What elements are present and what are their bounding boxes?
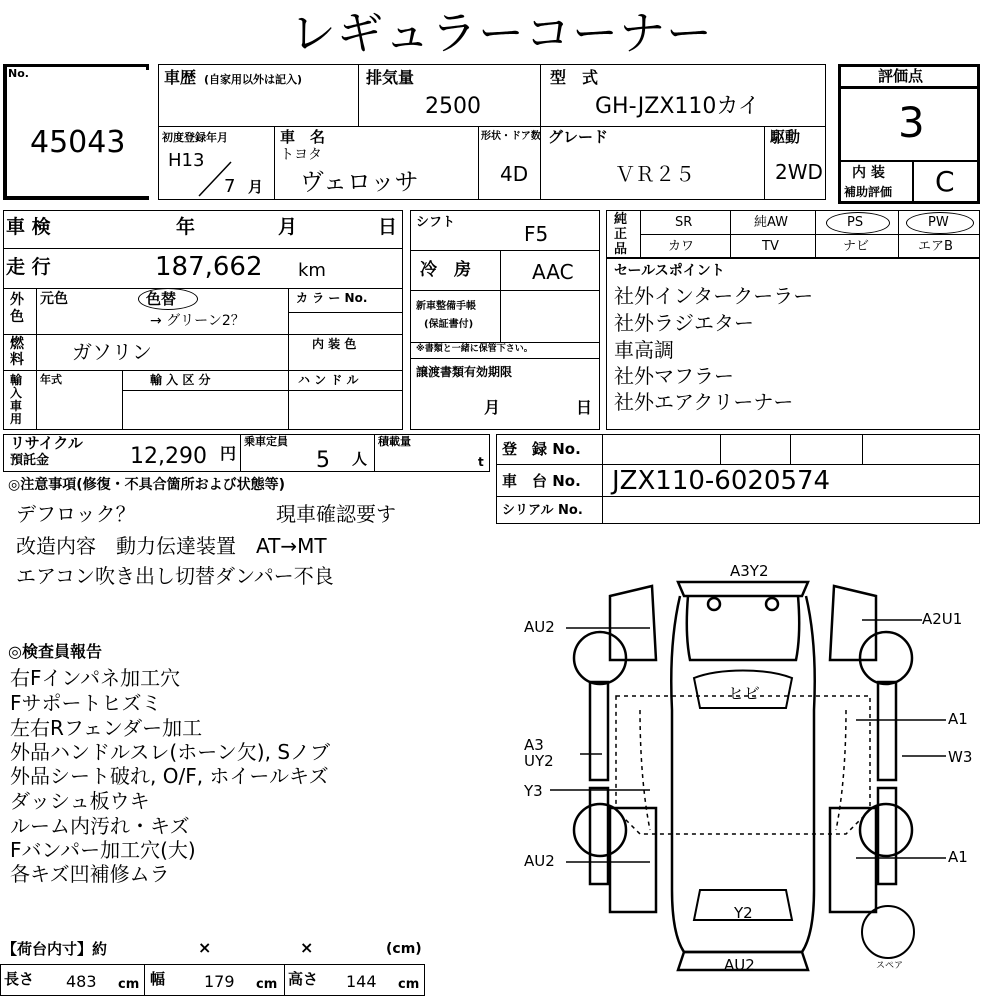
equip-ps: PS xyxy=(847,215,864,230)
drive-label: 駆動 xyxy=(770,128,801,146)
import-category-label: 輸 入 区 分 xyxy=(150,373,211,387)
mileage-unit: km xyxy=(298,260,326,281)
diag-au2-tl: AU2 xyxy=(524,618,555,636)
ac-label: 冷 房 xyxy=(420,260,471,280)
diag-a1-r2: A1 xyxy=(948,848,968,866)
interior-value: C xyxy=(935,165,955,198)
capacity-value: 5 xyxy=(316,448,330,473)
model-value: GH-JZX110カイ xyxy=(595,94,760,119)
equip-tv: TV xyxy=(762,239,779,254)
first-reg-month-unit: 月 xyxy=(248,178,264,196)
notes-line-1a: デフロック？ xyxy=(16,502,136,526)
cargo-height-cm: cm xyxy=(398,977,420,992)
import-year-label: 年式 xyxy=(40,373,62,386)
notes-line-3: エアコン吹き出し切替ダンパー不良 xyxy=(16,564,334,588)
equip-aw: 純AW xyxy=(754,215,789,230)
equip-sr: SR xyxy=(675,215,693,230)
diag-a2u1: A2U1 xyxy=(922,610,963,628)
sales-point-1: 社外インタークーラー xyxy=(614,284,814,308)
cargo-x2: × xyxy=(300,938,314,957)
equip-pw: PW xyxy=(928,215,949,230)
transfer-label: 譲渡書類有効期限 xyxy=(416,365,513,379)
car-name-label: 車 名 xyxy=(280,128,326,146)
inspector-item-4: 外品ハンドルスレ(ホーン欠), Sノブ xyxy=(10,740,331,764)
doors-label: 形状・ドア数 xyxy=(481,131,541,142)
cargo-label: 【荷台内寸】約 xyxy=(2,940,108,958)
equip-navi: ナビ xyxy=(843,239,870,254)
interior-label-1: 内 装 xyxy=(852,165,885,181)
inspection-month: 月 xyxy=(278,216,298,238)
reg-no-label: 登 録 No. xyxy=(502,440,581,458)
first-reg-month: 7 xyxy=(224,176,236,197)
notes-line-1b: 現車確認要す xyxy=(276,502,396,526)
maintenance-label-2: (保証書付) xyxy=(424,319,474,330)
equip-airbag: エアB xyxy=(918,239,953,254)
cargo-length-cm: cm xyxy=(118,977,140,992)
cargo-height-label: 高さ xyxy=(288,970,319,988)
cargo-x1: × xyxy=(198,938,212,957)
capacity-label: 乗車定員 xyxy=(244,435,288,448)
sales-point-4: 社外マフラー xyxy=(614,364,734,388)
car-maker: トヨタ xyxy=(280,147,322,163)
chassis-no-value: JZX110-6020574 xyxy=(612,466,831,496)
inspector-item-6: ダッシュ板ウキ xyxy=(10,789,150,813)
grade-label: グレード xyxy=(548,128,609,146)
shift-value: F5 xyxy=(524,222,549,246)
load-unit: t xyxy=(478,455,484,469)
recycle-value: 12,290 xyxy=(130,444,207,469)
notes-label: ◎注意事項(修復・不具合箇所および状態等) xyxy=(8,477,286,493)
cargo-unit-label: (cm) xyxy=(386,941,422,957)
ac-value: AAC xyxy=(532,260,574,284)
diag-au2-bottom: AU2 xyxy=(724,956,755,974)
inspection-year: 年 xyxy=(176,216,196,238)
recycle-unit: 円 xyxy=(220,444,237,463)
mileage-value: 187,662 xyxy=(155,252,263,282)
serial-no-label: シリアル No. xyxy=(502,503,583,518)
original-color-label: 元色 xyxy=(40,291,68,307)
inspector-item-7: ルーム内汚れ・キズ xyxy=(10,814,190,838)
inspection-label: 車 検 xyxy=(6,216,51,238)
interior-label-2: 補助評価 xyxy=(844,185,893,199)
new-color: → グリーン2？ xyxy=(150,313,245,329)
inspector-item-8: Fバンパー加工穴(大) xyxy=(10,838,196,862)
cargo-width: 179 xyxy=(204,972,235,991)
model-label: 型 式 xyxy=(550,68,599,87)
transfer-month: 月 xyxy=(484,398,501,417)
diag-w3: W3 xyxy=(948,748,973,766)
displacement-label: 排気量 xyxy=(366,68,415,87)
interior-color-label: 内 装 色 xyxy=(312,337,357,351)
cargo-length-label: 長さ xyxy=(4,970,35,988)
import-label: 輸入車用 xyxy=(10,373,23,426)
notes-line-2: 改造内容 動力伝達装置 AT→MT xyxy=(16,534,327,558)
equip-leather: カワ xyxy=(668,239,695,254)
displacement-value: 2500 xyxy=(425,94,481,119)
diag-y2: Y2 xyxy=(734,904,753,922)
chassis-no-label: 車 台 No. xyxy=(502,472,581,490)
sales-point-5: 社外エアクリーナー xyxy=(614,390,794,414)
diag-top: A3Y2 xyxy=(730,562,769,580)
sales-point-3: 車高調 xyxy=(614,338,674,362)
inspector-item-3: 左右Rフェンダー加工 xyxy=(10,716,203,740)
lot-number: 45043 xyxy=(30,125,126,160)
inspector-item-2: Fサポートヒズミ xyxy=(10,691,162,715)
inspection-day: 日 xyxy=(378,216,398,238)
diag-y3: Y3 xyxy=(524,782,543,800)
cargo-length: 483 xyxy=(66,972,97,991)
history-label: 車歴 xyxy=(164,68,197,87)
cargo-width-cm: cm xyxy=(256,977,278,992)
load-label: 積載量 xyxy=(378,435,411,448)
diag-uy2: UY2 xyxy=(524,752,554,770)
cargo-height: 144 xyxy=(346,972,377,991)
inspector-label: ◎検査員報告 xyxy=(8,642,102,661)
capacity-unit: 人 xyxy=(352,450,368,468)
fuel-label: 燃料 xyxy=(10,336,24,368)
color-no-label: カ ラ ー No. xyxy=(296,291,368,305)
fuel-value: ガソリン xyxy=(72,340,152,364)
equipment-label: 純正品 xyxy=(614,212,628,257)
first-reg-label: 初度登録年月 xyxy=(162,131,228,144)
shift-label: シフト xyxy=(416,215,456,230)
maintenance-note: ※書類と一緒に保管下さい。 xyxy=(416,344,533,354)
diag-au2-bl: AU2 xyxy=(524,852,555,870)
grade-value: ＶＲ２５ xyxy=(615,162,695,186)
car-name: ヴェロッサ xyxy=(300,168,419,196)
color-side-label: 外色 xyxy=(10,292,24,325)
page-title: レギュラーコーナー xyxy=(290,6,713,60)
transfer-day: 日 xyxy=(576,398,593,417)
score-value: 3 xyxy=(898,98,925,147)
diag-a1-r1: A1 xyxy=(948,710,968,728)
diag-hibi: ヒビ xyxy=(728,684,761,703)
inspector-item-9: 各キズ凹補修ムラ xyxy=(10,862,170,886)
sales-point-2: 社外ラジエター xyxy=(614,311,754,335)
first-reg-era: H13 xyxy=(168,150,205,171)
sales-points-label: セールスポイント xyxy=(614,263,725,279)
mileage-label: 走 行 xyxy=(6,256,51,278)
inspector-item-5: 外品シート破れ, O/F, ホイールキズ xyxy=(10,764,329,788)
cargo-width-label: 幅 xyxy=(150,970,166,988)
repaint-label: 色替 xyxy=(146,290,177,308)
score-label: 評価点 xyxy=(878,67,924,85)
diag-spare: スペア xyxy=(876,961,904,971)
drive-value: 2WD xyxy=(775,160,823,184)
lot-no-label: No. xyxy=(8,67,29,80)
maintenance-label-1: 新車整備手帳 xyxy=(416,301,476,312)
import-handle-label: ハ ン ド ル xyxy=(298,373,359,387)
recycle-label-1: リサイクル xyxy=(10,434,83,452)
doors-value: 4D xyxy=(500,162,529,186)
history-note: (自家用以外は記入) xyxy=(204,73,303,86)
diag-a3: A3 xyxy=(524,736,544,754)
inspector-item-1: 右Fインパネ加工穴 xyxy=(10,666,181,690)
recycle-label-2: 預託金 xyxy=(10,453,50,468)
